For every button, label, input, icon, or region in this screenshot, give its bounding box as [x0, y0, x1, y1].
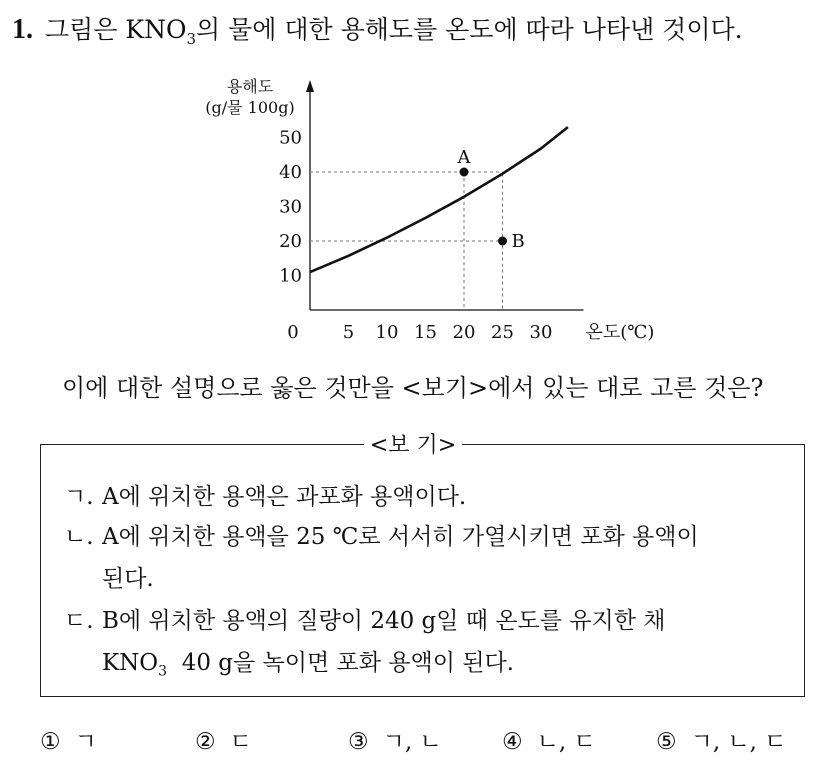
bogi-item-3	[64, 602, 665, 635]
x-tick-label: 5	[342, 322, 355, 343]
item-text: A에 위치한 용액을 25 ℃로 서서히 가열시키면 포화 용액이	[102, 524, 699, 550]
choice-2[interactable]: ② ㄷ	[195, 729, 252, 755]
y-axis-unit: (g/물 100g)	[205, 98, 295, 117]
bogi-item-1	[64, 478, 466, 511]
choice-5[interactable]: ⑤ ㄱ, ㄴ, ㄷ	[656, 729, 787, 755]
x-tick-label: 20	[452, 322, 476, 343]
item-mark: ㄱ.	[64, 484, 94, 510]
item-mark: ㄴ.	[64, 524, 94, 550]
bogi-item-2-cont	[102, 560, 154, 593]
solubility-chart	[195, 72, 655, 352]
y-tick-label: 40	[279, 162, 302, 183]
x-tick-label: 25	[491, 322, 514, 343]
x-tick-label: 30	[529, 322, 553, 343]
item-mark: ㄷ.	[64, 608, 94, 634]
item-subscript: 3	[158, 663, 168, 680]
point-b	[498, 237, 507, 246]
choice-1[interactable]: ① ㄱ	[40, 729, 97, 755]
question-prompt: 이에 대한 설명으로 옳은 것만을 <보기>에서 있는 대로 고른 것은?	[62, 374, 764, 402]
choice-4[interactable]: ④ ㄴ, ㄷ	[502, 729, 596, 755]
x-tick-label: 10	[375, 322, 399, 343]
y-axis-title: 용해도	[226, 77, 274, 96]
x-axis-title: 온도(℃)	[585, 322, 655, 343]
y-tick-label: 10	[279, 265, 302, 287]
item-text: B에 위치한 용액의 질량이 240 g일 때 온도를 유지한 채	[102, 608, 666, 634]
point-b-label: B	[511, 231, 525, 252]
bogi-title: <보 기>	[0, 428, 826, 459]
y-tick-label: 50	[279, 127, 302, 149]
bogi-item-2	[64, 518, 699, 551]
choice-3[interactable]: ③ ㄱ, ㄴ	[348, 729, 442, 755]
item-text-cont: 된다.	[102, 566, 154, 592]
question-text: 그림은 KNO	[45, 15, 187, 44]
y-tick-label: 20	[279, 231, 302, 252]
bogi-item-3-cont	[102, 644, 514, 680]
item-text-cont: KNO	[102, 650, 159, 676]
question-subscript: 3	[186, 30, 196, 48]
question-number: 1.	[12, 14, 33, 45]
item-text-cont-rest: 40 g을 녹이면 포화 용액이 된다.	[167, 650, 514, 676]
question-text-rest: 의 물에 대한 용해도를 온도에 따라 나타낸 것이다.	[196, 15, 743, 44]
origin-label: 0	[287, 322, 299, 343]
y-axis-arrow	[306, 80, 314, 92]
solubility-curve	[310, 127, 568, 272]
x-tick-label: 15	[414, 322, 437, 343]
point-a	[460, 168, 469, 177]
question-stem	[12, 10, 743, 48]
y-tick-label: 30	[279, 196, 302, 218]
item-text: A에 위치한 용액은 과포화 용액이다.	[102, 484, 467, 510]
point-a-label: A	[457, 147, 471, 168]
